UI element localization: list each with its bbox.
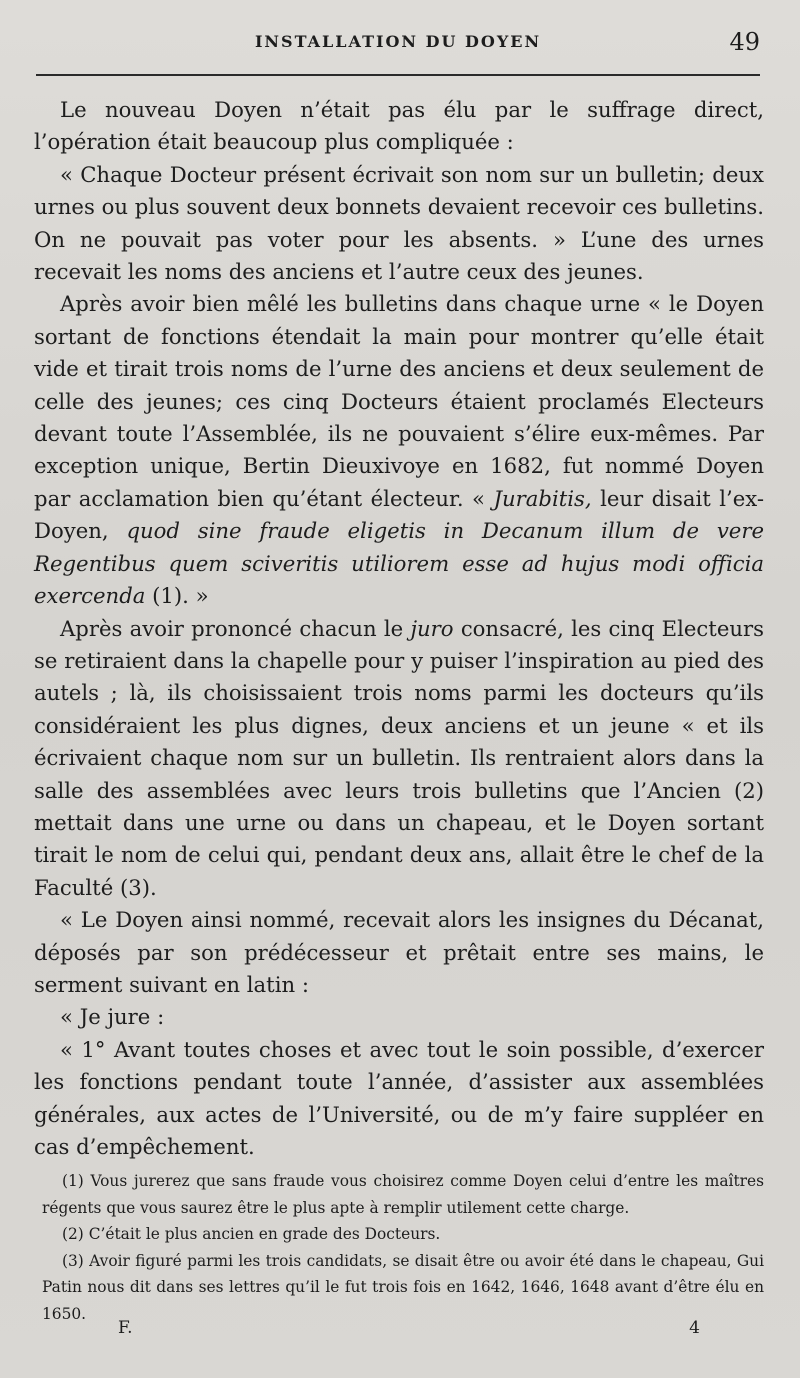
latin-word-juro: juro <box>410 615 454 641</box>
paragraph-1: Le nouveau Doyen n’était pas élu par le suffrage direct, l’opération était beaucoup plus compliquée : <box>34 97 764 155</box>
footnotes <box>42 1168 764 1327</box>
latin-word-jurabitis: Jurabitis, <box>493 485 592 511</box>
main-text <box>34 94 764 1163</box>
page-header <box>36 28 760 62</box>
paragraph-3 <box>34 288 764 612</box>
signature-mark: F. <box>118 1318 133 1338</box>
paragraph-3-text-c: (1). » <box>145 583 209 609</box>
footnote-3: (3) Avoir figuré parmi les trois candidats, se disait être ou avoir été dans le chapeau, Gui Patin nous dit dans ses lettres qu’il le fut trois fois en 1642, 1646, 1648 avant d’être élu en 1650. <box>42 1251 764 1323</box>
page-number: 49 <box>729 28 760 56</box>
paragraph-2: « Chaque Docteur présent écrivait son nom sur un bulletin; deux urnes ou plus souvent deux bonnets devaient recevoir ces bulletins. On ne pouvait pas voter pour les absents. » L’une des urnes recevait les noms des anciens et l’autre ceux des jeunes. <box>34 161 764 285</box>
paragraph-6: « Je jure : <box>60 1004 165 1030</box>
paragraph-3-text-a: Après avoir bien mêlé les bulletins dans chaque urne « le Doyen sortant de fonctions étendait la main pour montrer qu’elle était vide et tirait trois noms de l’urne des anciens et deux seulement de celle des jeunes; ces cinq Docteurs étaient proclamés Electeurs devant toute l’Assemblée, ils ne pouvaient s’élire eux-mêmes. Par exception unique, Bertin Dieuxivoye en 1682, fut nommé Doyen par acclamation bien qu’étant électeur. « <box>34 291 764 511</box>
latin-oath-quote: quod sine fraude eligetis in Decanum illum de vere Regentibus quem sciveritis utiliorem esse ad hujus modi officia exercenda <box>34 518 764 609</box>
paragraph-3-text-b: leur disait l’ex-Doyen, <box>34 485 764 544</box>
footnote-2: (2) C’était le plus ancien en grade des Docteurs. <box>62 1225 441 1243</box>
paragraph-4-text-a: Après avoir prononcé chacun le <box>60 615 411 641</box>
sheet-number: 4 <box>689 1318 700 1338</box>
paragraph-7: « 1° Avant toutes choses et avec tout le soin possible, d’exercer les fonctions pendant toute l’année, d’assister aux assemblées générales, aux actes de l’Université, ou de m’y faire suppléer en cas d’empêchement. <box>34 1036 764 1159</box>
running-head: INSTALLATION DU DOYEN <box>254 32 542 51</box>
header-rule <box>36 74 760 76</box>
footnote-1: (1) Vous jurerez que sans fraude vous choisirez comme Doyen celui d’entre les maîtres régents que vous saurez être le plus apte à remplir utilement cette charge. <box>42 1172 764 1217</box>
paragraph-4-text-b: consacré, les cinq Electeurs se retiraient dans la chapelle pour y puiser l’inspiration au pied des autels ; là, ils choisissaient trois noms parmi les docteurs qu’ils considéraient les plus dignes, deux anciens et un jeune « et ils écrivaient chaque nom sur un bulletin. Ils rentraient alors dans la salle des assemblées avec leurs trois bulletins que l’Ancien (2) mettait dans une urne ou dans un chapeau, et le Doyen sortant tirait le nom de celui qui, pendant deux ans, allait être le chef de la Faculté (3). <box>34 615 764 900</box>
paragraph-4 <box>34 613 764 905</box>
page-footer <box>118 1318 700 1348</box>
paragraph-5: « Le Doyen ainsi nommé, recevait alors les insignes du Décanat, déposés par son prédécesseur et prêtait entre ses mains, le serment suivant en latin : <box>34 907 764 997</box>
